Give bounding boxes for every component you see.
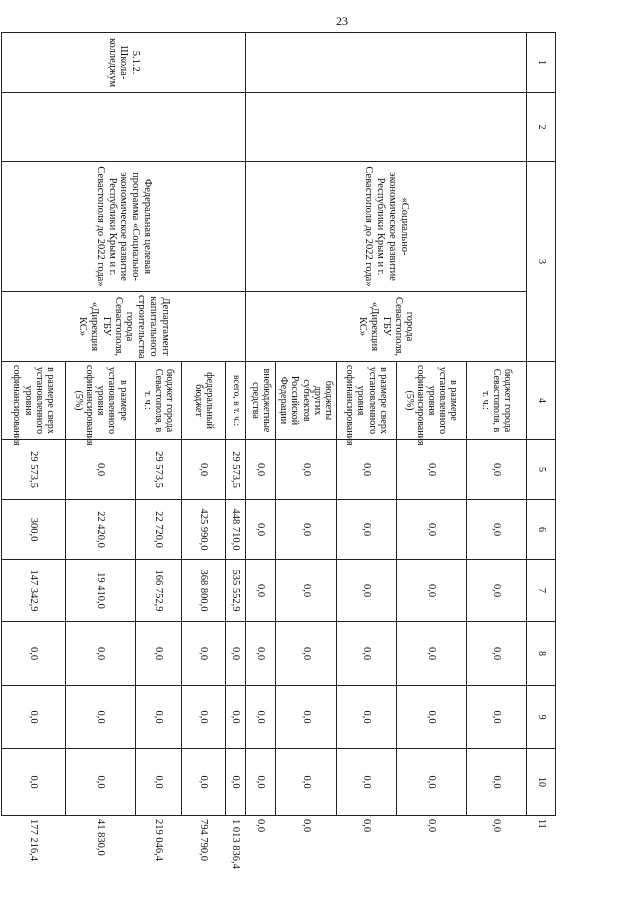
value-cell: 0,0 — [66, 686, 136, 749]
value-cell: 0,0 — [182, 440, 226, 500]
value-cell: 0,0 — [397, 560, 467, 622]
table-row: бюджеты других субъектов Российской Федерации 0,0 0,0 0,0 0,0 0,0 0,0 0,0 — [276, 33, 337, 816]
value-cell: 0,0 — [182, 749, 226, 816]
financing-table — [1, 32, 556, 869]
value-cell: 300,0 — [2, 500, 66, 560]
value-cell: 0,0 — [337, 622, 397, 686]
value-cell: 0,0 — [337, 749, 397, 816]
value-cell: 0,0 — [182, 686, 226, 749]
value-cell: 0,0 — [276, 440, 337, 500]
blank-cell — [246, 93, 527, 162]
value-cell: 0,0 — [276, 560, 337, 622]
value-cell: 0,0 — [467, 440, 527, 500]
value-cell: 0,0 — [246, 686, 276, 749]
value-cell: 29 573,5 — [136, 440, 182, 500]
header-cell: 3 — [527, 162, 556, 362]
value-cell: 0,0 — [276, 500, 337, 560]
source-cell: в размере установленного уровня софинансирования (5%) — [397, 362, 467, 440]
value-cell: 0,0 — [276, 622, 337, 686]
table-row: бюджет города Севастополя, в т. ч.: 29 573,5 22 720,0 166 752,9 0,0 0,0 0,0 219 046,4 — [136, 33, 182, 816]
table-row: в размере установленного уровня софинансирования (5%) 0,0 0,0 0,0 0,0 0,0 0,0 0,0 — [397, 33, 467, 816]
value-cell: 0,0 — [337, 560, 397, 622]
value-cell: 535 552,9 — [226, 560, 246, 622]
value-cell: 22 420,0 — [66, 500, 136, 560]
header-cell: 7 — [527, 560, 556, 622]
table-row: в размере сверх установленного уровня софинансирования 0,0 0,0 0,0 0,0 0,0 0,0 0,0 — [337, 33, 397, 816]
rotated-table-container — [11, 32, 556, 869]
header-cell: 5 — [527, 440, 556, 500]
value-cell: 0,0 — [397, 686, 467, 749]
page-number: 23 — [336, 14, 348, 28]
source-cell: внебюджетные средства — [246, 362, 276, 440]
table-row: 5.1.2. Школа-колледжум Федеральная целевая программа «Социально-экономическое развитие Республики Крым и г. Севастополя до 2022 года» Департамент капитального строительства города Севастополя, ГБУ «Дирекция КС» всего, в т. ч.: 29 573,5 448 710,0 535 552,9 0,0 0,0 0,0 1 013 836,4 — [226, 33, 246, 816]
header-row: 1 2 3 4 5 6 7 8 9 10 11 — [527, 33, 556, 816]
source-cell: бюджет города Севастополя, в т. ч.: — [467, 362, 527, 440]
value-cell: 0,0 — [467, 749, 527, 816]
value-cell: 0,0 — [226, 622, 246, 686]
value-cell: 0,0 — [467, 622, 527, 686]
executor-cell: города Севастополя, ГБУ «Дирекция КС» — [246, 292, 527, 362]
header-cell: 1 — [527, 33, 556, 93]
value-cell: 0,0 — [246, 440, 276, 500]
header-cell: 2 — [527, 93, 556, 162]
value-cell: 0,0 — [182, 622, 226, 686]
value-cell: 22 720,0 — [136, 500, 182, 560]
value-cell: 0,0 — [66, 440, 136, 500]
header-cell: 4 — [527, 362, 556, 440]
value-cell: 147 342,9 — [2, 560, 66, 622]
source-cell: в размере сверх установленного уровня софинансирования — [2, 362, 66, 440]
value-cell: 0,0 — [136, 749, 182, 816]
source-cell: бюджет города Севастополя, в т. ч.: — [136, 362, 182, 440]
source-cell: всего, в т. ч.: — [226, 362, 246, 440]
blank-cell — [2, 93, 246, 162]
table-row: внебюджетные средства 0,0 0,0 0,0 0,0 0,0 0,0 0,0 — [246, 33, 276, 816]
value-cell: 29 573,5 — [226, 440, 246, 500]
value-cell: 0,0 — [467, 500, 527, 560]
value-cell: 0,0 — [337, 686, 397, 749]
value-cell: 19 410,0 — [66, 560, 136, 622]
value-cell: 0,0 — [226, 749, 246, 816]
source-cell: в размере установленного уровня софинансирования (5%) — [66, 362, 136, 440]
header-cell: 6 — [527, 500, 556, 560]
value-cell: 368 800,0 — [182, 560, 226, 622]
value-cell: 0,0 — [246, 749, 276, 816]
source-cell: федеральный бюджет — [182, 362, 226, 440]
table-row: в размере установленного уровня софинансирования (5%) 0,0 22 420,0 19 410,0 0,0 0,0 0,0 41 830,0 — [66, 33, 136, 816]
table-row: в размере сверх установленного уровня софинансирования 29 573,5 300,0 147 342,9 0,0 0,0 0,0 177 216,4 — [2, 33, 66, 816]
value-cell: 0,0 — [276, 686, 337, 749]
value-cell: 0,0 — [397, 749, 467, 816]
value-cell: 0,0 — [136, 686, 182, 749]
value-cell: 0,0 — [66, 622, 136, 686]
header-cell: 9 — [527, 686, 556, 749]
program-cell: Федеральная целевая программа «Социально-экономическое развитие Республики Крым и г. Севастополя до 2022 года» — [2, 162, 246, 292]
value-cell: 29 573,5 — [2, 440, 66, 500]
value-cell: 0,0 — [467, 560, 527, 622]
value-cell: 0,0 — [397, 440, 467, 500]
value-cell: 425 990,0 — [182, 500, 226, 560]
value-cell: 0,0 — [226, 686, 246, 749]
value-cell: 0,0 — [276, 749, 337, 816]
value-cell: 0,0 — [397, 622, 467, 686]
header-cell: 10 — [527, 749, 556, 816]
value-cell: 0,0 — [66, 749, 136, 816]
value-cell: 0,0 — [467, 686, 527, 749]
value-cell: 0,0 — [337, 500, 397, 560]
executor-cell: Департамент капитального строительства города Севастополя, ГБУ «Дирекция КС» — [2, 292, 246, 362]
value-cell: 0,0 — [246, 500, 276, 560]
source-cell: в размере сверх установленного уровня софинансирования — [337, 362, 397, 440]
header-cell: 8 — [527, 622, 556, 686]
value-cell: 0,0 — [397, 500, 467, 560]
value-cell: 0,0 — [2, 749, 66, 816]
source-cell: бюджеты других субъектов Российской Федерации — [276, 362, 337, 440]
table-row: федеральный бюджет 0,0 425 990,0 368 800,0 0,0 0,0 0,0 794 790,0 — [182, 33, 226, 816]
table-row: «Социально-экономическое развитие Республики Крым и г. Севастополя до 2022 года» города Севастополя, ГБУ «Дирекция КС» бюджет города Севастополя, в т. ч.: 0,0 0,0 0,0 0,0 0,0 0,0 0,0 — [467, 33, 527, 816]
object-cell — [246, 33, 527, 93]
value-cell: 0,0 — [136, 622, 182, 686]
value-cell: 448 710,0 — [226, 500, 246, 560]
value-cell: 0,0 — [337, 440, 397, 500]
value-cell: 0,0 — [246, 622, 276, 686]
value-cell: 0,0 — [2, 686, 66, 749]
value-cell: 0,0 — [2, 622, 66, 686]
object-cell: 5.1.2. Школа-колледжум — [2, 33, 246, 93]
value-cell: 166 752,9 — [136, 560, 182, 622]
value-cell: 0,0 — [246, 560, 276, 622]
program-cell: «Социально-экономическое развитие Республики Крым и г. Севастополя до 2022 года» — [246, 162, 527, 292]
